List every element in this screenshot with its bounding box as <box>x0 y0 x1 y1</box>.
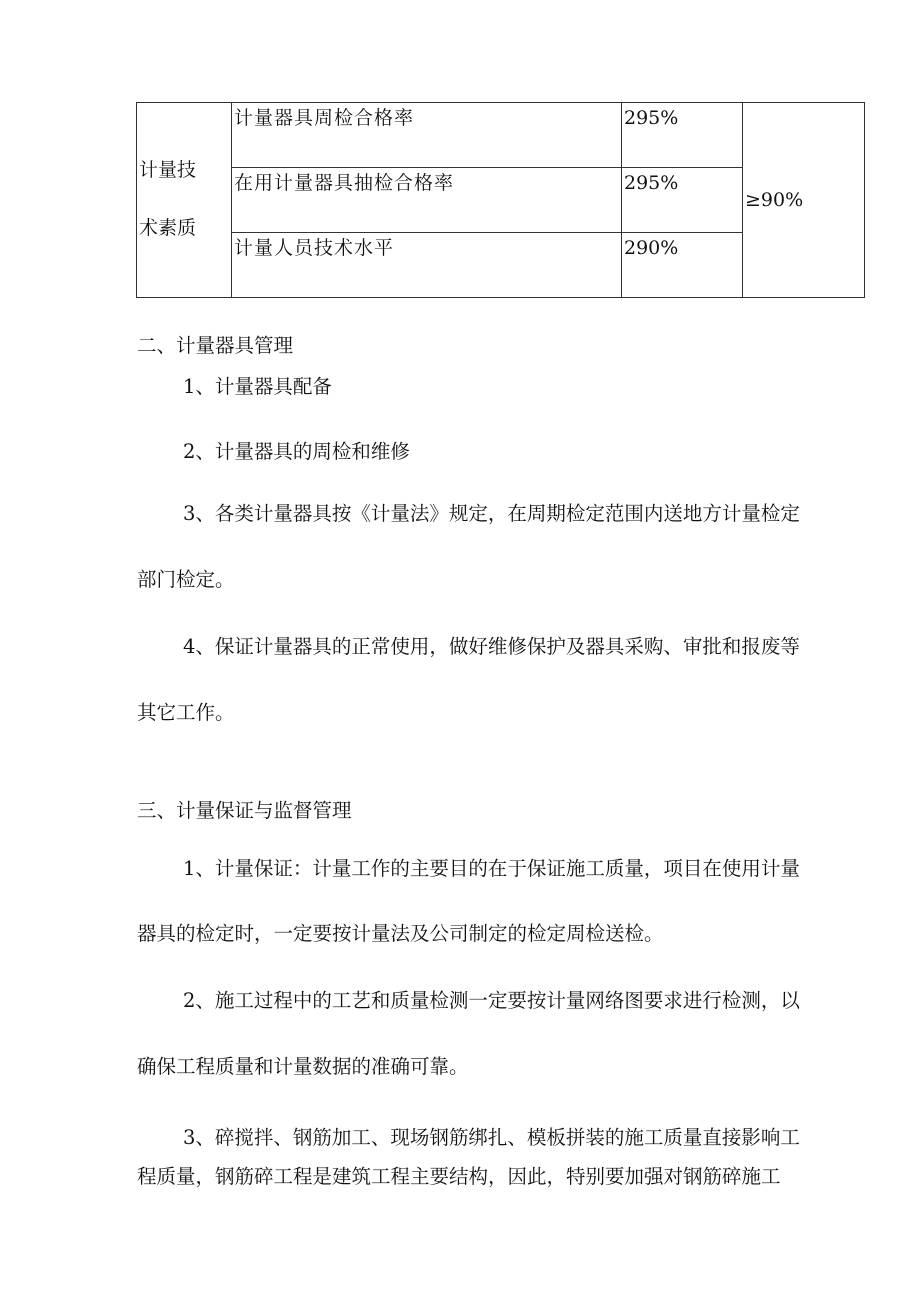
metrology-quality-table <box>136 102 865 298</box>
section3-heading: 三、计量保证与监督管理 <box>137 799 352 822</box>
item-cell: 计量人员技术水平 <box>232 233 622 298</box>
value-cell: 295% <box>622 103 743 168</box>
section3-para2-line2: 确保工程质量和计量数据的准确可靠。 <box>137 1055 469 1078</box>
section3-para1-line1: 1、计量保证：计量工作的主要目的在于保证施工质量，项目在使用计量 <box>183 857 800 880</box>
value-cell: 290% <box>622 233 743 298</box>
category-label-line1: 计量技 <box>139 159 197 181</box>
section3-para2-line1: 2、施工过程中的工艺和质量检测一定要按计量网络图要求进行检测，以 <box>183 989 800 1012</box>
section2-para3-line1: 3、各类计量器具按《计量法》规定，在周期检定范围内送地方计量检定 <box>183 502 800 525</box>
category-label-line2: 术素质 <box>139 217 197 239</box>
item-cell: 计量器具周检合格率 <box>232 103 622 168</box>
value-cell: 295% <box>622 168 743 233</box>
table-row <box>137 103 865 168</box>
section2-para4-line1: 4、保证计量器具的正常使用，做好维修保护及器具采购、审批和报废等 <box>183 635 800 658</box>
section3-para3-line2: 程质量，钢筋碎工程是建筑工程主要结构，因此，特别要加强对钢筋碎施工 <box>137 1165 781 1188</box>
section2-item-1: 1、计量器具配备 <box>183 375 332 398</box>
section2-para4-line2: 其它工作。 <box>137 701 235 724</box>
section2-heading: 二、计量器具管理 <box>137 334 294 357</box>
section2-para3-line2: 部门检定。 <box>137 568 235 591</box>
target-cell: ≥90% <box>743 103 865 298</box>
section3-para1-line2: 器具的检定时，一定要按计量法及公司制定的检定周检送检。 <box>137 922 664 945</box>
category-cell <box>137 103 232 298</box>
section3-para3-line1: 3、碎搅拌、钢筋加工、现场钢筋绑扎、模板拼装的施工质量直接影响工 <box>183 1126 800 1149</box>
item-cell: 在用计量器具抽检合格率 <box>232 168 622 233</box>
section2-item-2: 2、计量器具的周检和维修 <box>183 440 410 463</box>
